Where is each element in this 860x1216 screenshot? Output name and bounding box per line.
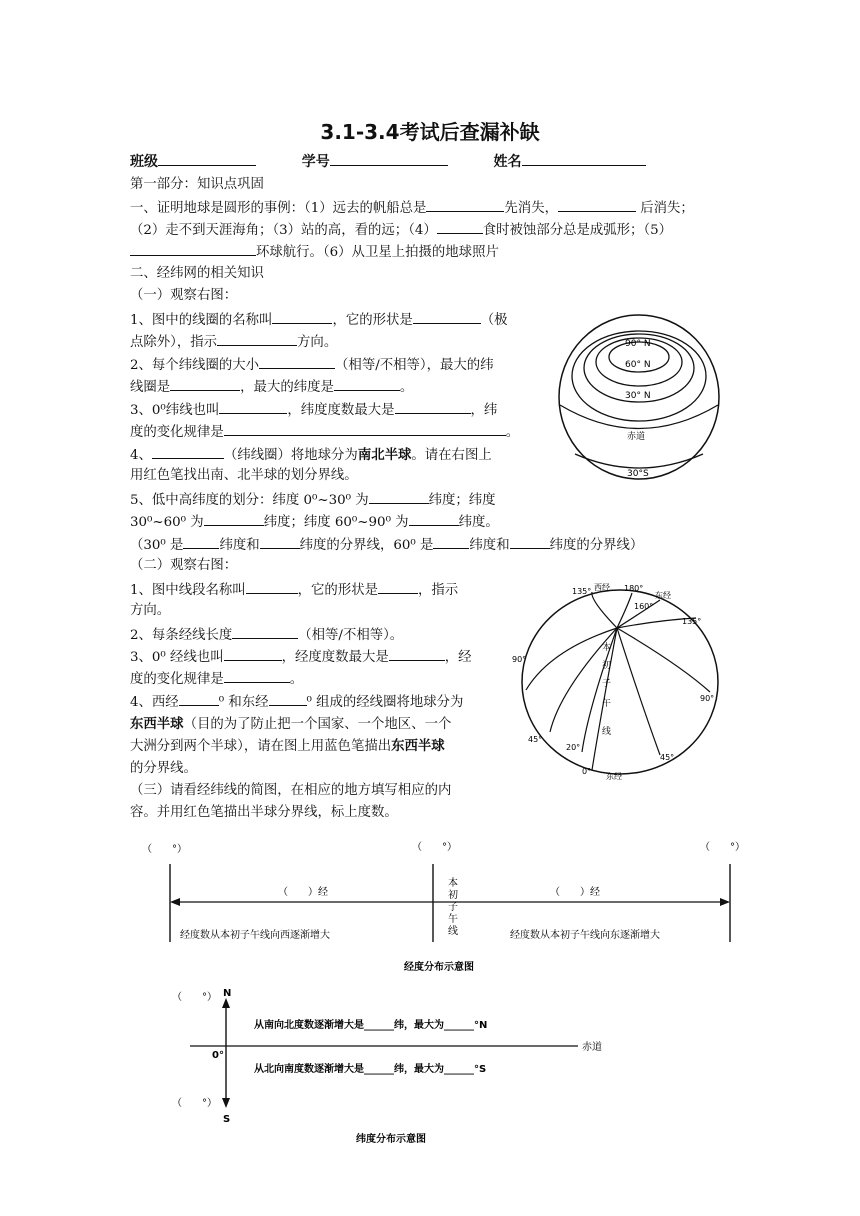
longitude-diagram bbox=[130, 838, 770, 978]
r4-line1: 4、西经 ⁰ 和东经 ⁰ 组成的经线圈将地球分为 bbox=[130, 692, 463, 712]
svg-text:135°: 135° bbox=[572, 587, 592, 596]
svg-text:0°: 0° bbox=[582, 767, 592, 776]
class-field[interactable] bbox=[158, 152, 256, 166]
r4-line4: 的分界线。 bbox=[130, 761, 197, 776]
r1-line2: 方向。 bbox=[130, 603, 171, 618]
bottom-bracket: （ °） bbox=[172, 1098, 217, 1109]
svg-text:午: 午 bbox=[602, 699, 612, 709]
sub1-heading: （一）观察右图： bbox=[130, 288, 238, 303]
lat-label-30n: 30° N bbox=[625, 391, 651, 401]
class-label: 班级 bbox=[130, 154, 158, 170]
r4-line3: 大洲分到两个半球），请在图上用蓝色笔描出东西半球 bbox=[130, 738, 445, 754]
svg-text:子: 子 bbox=[448, 902, 458, 913]
r3-line1: 3、0⁰ 经线也叫 ，经度度数最大是 ，经 bbox=[130, 647, 472, 667]
lat-label-90n: 90° N bbox=[625, 339, 651, 349]
west-label: （ ）经 bbox=[278, 887, 328, 898]
svg-text:本: 本 bbox=[602, 643, 612, 653]
sub3-line2: 容。并用红色笔描出半球分界线，标上度数。 bbox=[130, 805, 398, 820]
q4-line1: 4、 （纬线圈）将地球分为南北半球。请在右图上 bbox=[130, 447, 492, 463]
lon-caption: 经度分布示意图 bbox=[404, 962, 474, 973]
svg-text:90°: 90° bbox=[512, 655, 527, 664]
lat-label-60n: 60° N bbox=[625, 360, 651, 370]
q-earth-line1: 一、证明地球是圆形的事例：（1）远去的帆船总是 先消失， 后消失； bbox=[130, 198, 694, 218]
r1-line1: 1、图中线段名称叫 ，它的形状是 ，指示 bbox=[130, 580, 458, 600]
svg-text:45°: 45° bbox=[660, 753, 675, 762]
q-earth-line2: （2）走不到天涯海角；（3）站的高，看的远；（4） 食时被蚀部分总是成弧形；（5） bbox=[130, 220, 672, 240]
svg-text:135°: 135° bbox=[682, 617, 702, 626]
svg-text:初: 初 bbox=[448, 890, 458, 901]
svg-text:午: 午 bbox=[448, 914, 458, 925]
student-info-row bbox=[130, 152, 646, 171]
r4-line2: 东西半球（目的为了防止把一个国家、一个地区、一个 bbox=[130, 716, 452, 732]
top-bracket: （ °） bbox=[172, 992, 217, 1003]
r3-line2: 度的变化规律是 。 bbox=[130, 669, 303, 689]
q-earth-line3: 环球航行。（6）从卫星上拍摄的地球照片 bbox=[130, 242, 499, 262]
east-label: （ ）经 bbox=[550, 887, 600, 898]
east-text: 经度数从本初子午线向东逐渐增大 bbox=[510, 930, 660, 941]
svg-text:45°: 45° bbox=[528, 735, 543, 744]
svg-text:赤道: 赤道 bbox=[582, 1042, 602, 1053]
r2-line: 2、每条经线长度 （相等/不相等）。 bbox=[130, 625, 403, 645]
svg-text:子: 子 bbox=[602, 679, 612, 689]
svg-text:90°: 90° bbox=[700, 694, 715, 703]
q1-line1: 1、图中的线圈的名称叫 ，它的形状是 （极 bbox=[130, 310, 508, 330]
svg-text:东经: 东经 bbox=[655, 591, 671, 600]
name-label: 姓名 bbox=[493, 154, 522, 170]
svg-text:0°: 0° bbox=[212, 1050, 224, 1061]
q4-line2: 用红色笔找出南、北半球的划分界线。 bbox=[130, 468, 358, 483]
lat-label-30s: 30°S bbox=[627, 469, 649, 479]
part-heading: 第一部分：知识点巩固 bbox=[130, 177, 264, 192]
svg-text:初: 初 bbox=[602, 661, 612, 671]
bracket-east: （ °） bbox=[700, 842, 745, 853]
svg-text:S: S bbox=[223, 1114, 231, 1125]
north-text: 从南向北度数逐渐增大是______纬，最大为______°N bbox=[254, 1020, 488, 1031]
svg-text:180°: 180° bbox=[624, 584, 644, 593]
number-field[interactable] bbox=[330, 152, 448, 166]
svg-text:西经: 西经 bbox=[594, 583, 610, 592]
latitude-diagram bbox=[160, 982, 630, 1147]
q5-line2: 30⁰~60⁰ 为 纬度；纬度 60⁰~90⁰ 为 纬度。 bbox=[130, 512, 499, 532]
svg-text:东经: 东经 bbox=[606, 772, 622, 780]
q5-line3: （30⁰ 是 纬度和 纬度的分界线，60⁰ 是 纬度和 纬度的分界线） bbox=[130, 535, 643, 555]
latitude-globe bbox=[555, 312, 723, 482]
west-text: 经度数从本初子午线向西逐渐增大 bbox=[180, 930, 330, 941]
longitude-globe bbox=[510, 580, 730, 780]
svg-text:本: 本 bbox=[448, 878, 458, 889]
bracket-prime: （ °） bbox=[412, 842, 457, 853]
svg-text:N: N bbox=[223, 988, 232, 999]
south-text: 从北向南度数逐渐增大是______纬，最大为______°S bbox=[254, 1064, 487, 1075]
q1-line2: 点除外），指示 方向。 bbox=[130, 332, 337, 352]
q5-line1: 5、低中高纬度的划分：纬度 0⁰~30⁰ 为 纬度；纬度 bbox=[130, 490, 496, 510]
svg-text:160°: 160° bbox=[634, 602, 654, 611]
svg-text:20°: 20° bbox=[566, 743, 581, 752]
q2-line1: 2、每个纬线圈的大小 （相等/不相等），最大的纬 bbox=[130, 355, 494, 375]
section2-heading: 二、经纬网的相关知识 bbox=[130, 266, 264, 281]
lat-caption: 纬度分布示意图 bbox=[356, 1134, 426, 1145]
page-title: 3.1-3.4考试后查漏补缺 bbox=[320, 120, 540, 144]
number-label: 学号 bbox=[301, 154, 330, 170]
sub2-heading: （二）观察右图： bbox=[130, 558, 238, 573]
svg-text:线: 线 bbox=[602, 727, 612, 737]
svg-text:线: 线 bbox=[448, 926, 458, 937]
lat-label-equator: 赤道 bbox=[627, 432, 646, 442]
name-field[interactable] bbox=[522, 152, 646, 166]
bracket-west: （ °） bbox=[142, 844, 187, 855]
q2-line2: 线圈是 ，最大的纬度是 。 bbox=[130, 377, 413, 397]
q3-line2: 度的变化规律是 。 bbox=[130, 422, 519, 442]
sub3-line1: （三）请看经纬线的简图，在相应的地方填写相应的内 bbox=[130, 783, 452, 798]
q3-line1: 3、0⁰纬线也叫 ，纬度度数最大是 ，纬 bbox=[130, 400, 497, 420]
